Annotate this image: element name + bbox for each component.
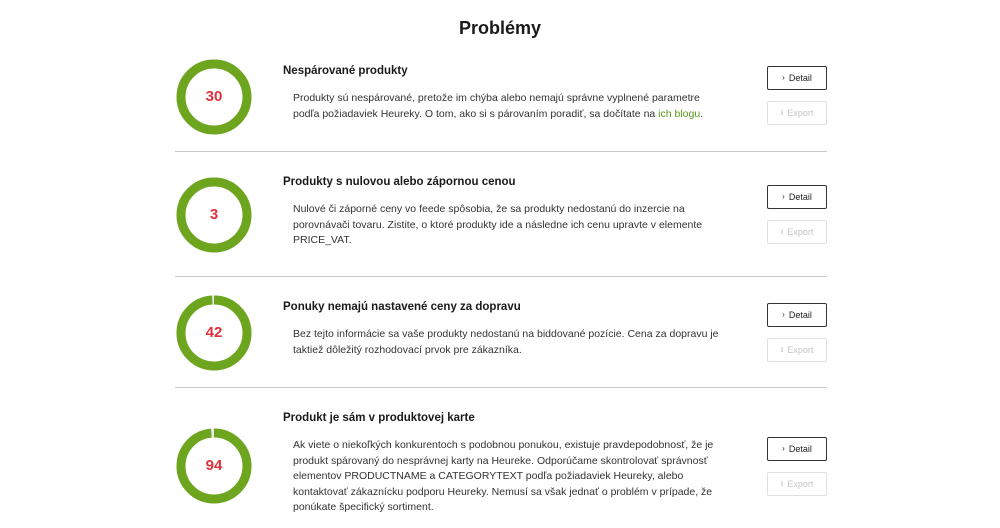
- chevron-right-icon: ›: [782, 73, 785, 82]
- divider: [175, 387, 827, 388]
- problem-count: 3: [209, 206, 219, 223]
- problem-title: Ponuky nemajú nastavené ceny za dopravu: [283, 301, 521, 313]
- chevron-right-icon: ›: [782, 192, 785, 201]
- detail-button[interactable]: [767, 437, 827, 461]
- chevron-right-icon: ›: [782, 444, 785, 453]
- export-button[interactable]: [767, 472, 827, 496]
- detail-button[interactable]: [767, 66, 827, 90]
- problem-description: [293, 91, 723, 122]
- problem-title: Nespárované produkty: [283, 65, 408, 77]
- divider: [175, 151, 827, 152]
- download-icon: ⭳: [780, 227, 784, 236]
- problem-description: Bez tejto informácie sa vaše produkty nedostanú na biddované pozície. Cena za dopravu je taktiež dôležitý rozhodovací prvok pre zákazníka.: [293, 328, 719, 356]
- detail-button[interactable]: [767, 185, 827, 209]
- chevron-right-icon: ›: [782, 310, 785, 319]
- page-title: Problémy: [458, 18, 542, 38]
- export-button-label: Export: [787, 108, 814, 118]
- problem-description: Ak viete o niekoľkých konkurentoch s podobnou ponukou, existuje pravdepodobnosť, že je produkt spárovaný do nesprávnej karty na Heureke. Odporúčame skontrolovať správnosť elementov PRODUCTNAME a CATEGORYTEXT podľa požiadaviek Heureky, alebo kontaktovať zákaznícku podporu Heureky. Nemusí sa však jednať o problém v prípade, že ponúkate špecifický sortiment.: [293, 439, 714, 513]
- detail-button-label: Detail: [788, 444, 812, 454]
- problem-description: Nulové či záporné ceny vo feede spôsobia, že sa produkty nedostanú do inzercie na porovnávači tovaru. Zistite, o ktoré produkty ide a následne ich cenu upravte v elemente PRICE_VAT.: [293, 203, 703, 246]
- problem-count: 94: [205, 457, 223, 474]
- export-button-label: Export: [787, 479, 814, 489]
- description-text: Produkty sú nespárované, pretože im chýba alebo nemajú správne vyplnené parametre podľa požiadaviek Heureky. O tom, ako si s párovaním poradiť, sa dočítate na: [293, 92, 700, 120]
- download-icon: ⭳: [780, 479, 784, 488]
- export-button-label: Export: [787, 227, 814, 237]
- download-icon: ⭳: [780, 345, 784, 354]
- problem-title: Produkty s nulovou alebo zápornou cenou: [283, 176, 516, 188]
- problem-count: 42: [205, 324, 223, 341]
- detail-button[interactable]: [767, 303, 827, 327]
- export-button[interactable]: [767, 101, 827, 125]
- problem-title: Produkt je sám v produktovej karte: [283, 412, 475, 424]
- export-button-label: Export: [787, 345, 814, 355]
- problem-count: 30: [205, 88, 223, 105]
- export-button[interactable]: [767, 220, 827, 244]
- detail-button-label: Detail: [788, 310, 812, 320]
- detail-button-label: Detail: [788, 192, 812, 202]
- description-text-end: .: [700, 107, 704, 120]
- export-button[interactable]: [767, 338, 827, 362]
- download-icon: ⭳: [780, 108, 784, 117]
- divider: [175, 276, 827, 277]
- detail-button-label: Detail: [788, 73, 812, 83]
- blog-link[interactable]: ich blogu: [658, 107, 701, 120]
